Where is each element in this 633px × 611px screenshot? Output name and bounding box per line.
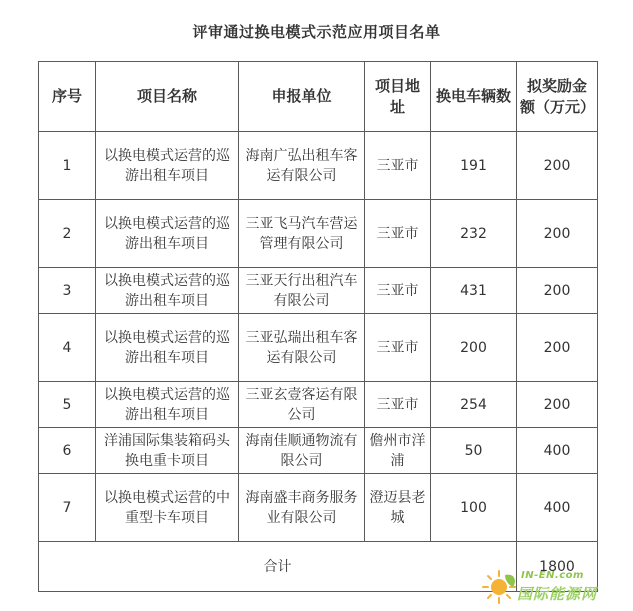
table-row	[39, 314, 598, 382]
table-row	[39, 268, 598, 314]
cell-location: 澄迈县老城	[365, 474, 431, 542]
table-row	[39, 428, 598, 474]
cell-location: 三亚市	[365, 382, 431, 428]
total-label: 合计	[39, 542, 517, 592]
cell-seq: 1	[39, 132, 96, 200]
table-title: 评审通过换电模式示范应用项目名单	[192, 23, 441, 41]
cell-vehicles: 232	[431, 200, 517, 268]
cell-award: 200	[517, 200, 598, 268]
header-award: 拟奖励金额（万元）	[517, 62, 598, 132]
cell-seq: 5	[39, 382, 96, 428]
cell-unit: 三亚弘瑞出租车客运有限公司	[239, 314, 365, 382]
watermark-logo	[477, 567, 627, 607]
sun-leaf-icon	[479, 567, 519, 607]
cell-location: 儋州市洋浦	[365, 428, 431, 474]
watermark-en: IN-EN.com	[521, 570, 584, 581]
cell-seq: 7	[39, 474, 96, 542]
cell-vehicles: 50	[431, 428, 517, 474]
cell-vehicles: 254	[431, 382, 517, 428]
header-unit: 申报单位	[239, 62, 365, 132]
cell-unit: 海南广弘出租车客运有限公司	[239, 132, 365, 200]
cell-name: 以换电模式运营的巡游出租车项目	[96, 382, 239, 428]
table-row	[39, 474, 598, 542]
cell-seq: 3	[39, 268, 96, 314]
cell-seq: 6	[39, 428, 96, 474]
header-vehicles: 换电车辆数	[431, 62, 517, 132]
watermark-cn: 国际能源网	[517, 585, 598, 603]
cell-location: 三亚市	[365, 200, 431, 268]
cell-name: 以换电模式运营的中重型卡车项目	[96, 474, 239, 542]
cell-location: 三亚市	[365, 268, 431, 314]
cell-vehicles: 431	[431, 268, 517, 314]
cell-name: 洋浦国际集装箱码头换电重卡项目	[96, 428, 239, 474]
table-row	[39, 382, 598, 428]
cell-name: 以换电模式运营的巡游出租车项目	[96, 314, 239, 382]
table-row	[39, 200, 598, 268]
cell-award: 200	[517, 268, 598, 314]
header-row	[39, 62, 598, 132]
cell-unit: 三亚天行出租汽车有限公司	[239, 268, 365, 314]
cell-vehicles: 191	[431, 132, 517, 200]
cell-unit: 海南盛丰商务服务业有限公司	[239, 474, 365, 542]
cell-award: 400	[517, 474, 598, 542]
cell-award: 400	[517, 428, 598, 474]
header-location: 项目地址	[365, 62, 431, 132]
cell-seq: 4	[39, 314, 96, 382]
cell-seq: 2	[39, 200, 96, 268]
cell-award: 200	[517, 382, 598, 428]
cell-location: 三亚市	[365, 314, 431, 382]
total-award: 1800	[517, 542, 598, 592]
header-seq: 序号	[39, 62, 96, 132]
cell-unit: 海南佳顺通物流有限公司	[239, 428, 365, 474]
cell-award: 200	[517, 132, 598, 200]
cell-unit: 三亚玄壹客运有限公司	[239, 382, 365, 428]
project-table	[38, 61, 598, 592]
header-name: 项目名称	[96, 62, 239, 132]
cell-award: 200	[517, 314, 598, 382]
cell-vehicles: 100	[431, 474, 517, 542]
cell-name: 以换电模式运营的巡游出租车项目	[96, 268, 239, 314]
cell-vehicles: 200	[431, 314, 517, 382]
cell-unit: 三亚飞马汽车营运管理有限公司	[239, 200, 365, 268]
cell-location: 三亚市	[365, 132, 431, 200]
table-row	[39, 132, 598, 200]
cell-name: 以换电模式运营的巡游出租车项目	[96, 200, 239, 268]
cell-name: 以换电模式运营的巡游出租车项目	[96, 132, 239, 200]
